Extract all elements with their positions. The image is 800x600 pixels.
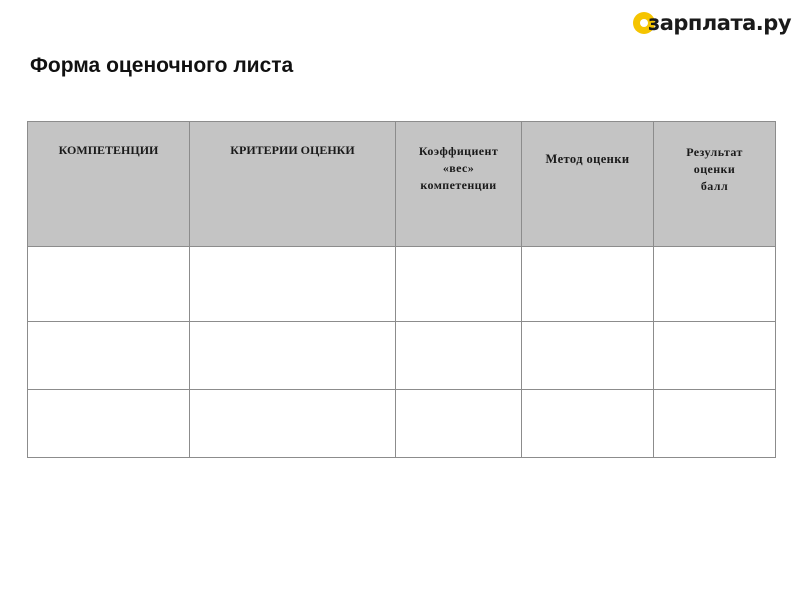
table-cell[interactable]	[522, 322, 654, 390]
column-header-weight	[396, 122, 522, 247]
table-cell[interactable]	[190, 322, 396, 390]
column-header-label: Результат оценки балл	[686, 145, 743, 193]
table-cell[interactable]	[28, 247, 190, 322]
column-header-label: КОМПЕТЕНЦИИ	[58, 143, 159, 157]
table-cell[interactable]	[522, 247, 654, 322]
table-cell[interactable]	[190, 247, 396, 322]
evaluation-sheet-table	[27, 121, 776, 458]
table-cell[interactable]	[654, 390, 776, 458]
column-header-label: КРИТЕРИИ ОЦЕНКИ	[230, 143, 355, 157]
table-row	[28, 322, 776, 390]
table-cell[interactable]	[396, 322, 522, 390]
table-cell[interactable]	[654, 322, 776, 390]
table-cell[interactable]	[28, 322, 190, 390]
brand-name: зарплата.ру	[648, 11, 792, 35]
table-row	[28, 247, 776, 322]
brand-logo	[633, 8, 791, 38]
column-header-criteria	[190, 122, 396, 247]
column-header-label: Метод оценки	[545, 152, 630, 166]
table-header-row	[28, 122, 776, 247]
table-cell[interactable]	[28, 390, 190, 458]
table-cell[interactable]	[396, 390, 522, 458]
table-cell[interactable]	[522, 390, 654, 458]
column-header-label: Коэффициент «вес» компетенции	[418, 144, 499, 192]
table-cell[interactable]	[190, 390, 396, 458]
column-header-method	[522, 122, 654, 247]
column-header-competencies	[28, 122, 190, 247]
table-cell[interactable]	[654, 247, 776, 322]
page-title: Форма оценочного листа	[30, 54, 294, 77]
column-header-result	[654, 122, 776, 247]
table-row	[28, 390, 776, 458]
table-cell[interactable]	[396, 247, 522, 322]
